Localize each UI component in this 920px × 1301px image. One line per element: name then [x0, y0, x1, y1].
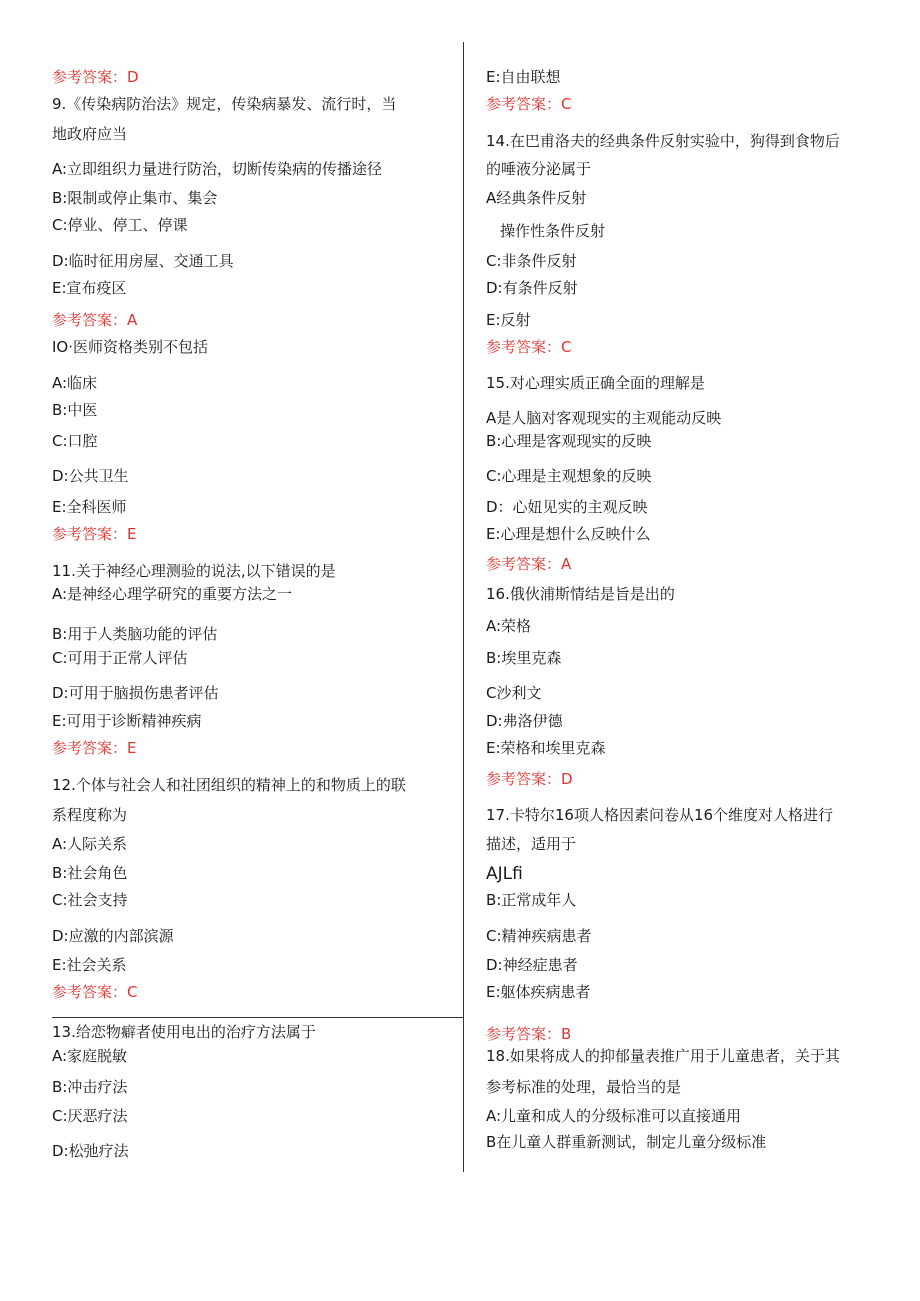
question-line: 11.关于神经心理测验的说法,以下错误的是	[52, 562, 336, 580]
option-line: C:精神疾病患者	[486, 927, 592, 945]
option-line: D:弗洛伊德	[486, 712, 563, 730]
answer-line: 参考答案：A	[52, 311, 138, 329]
answer-line: 参考答案：D	[486, 770, 573, 788]
column-divider	[463, 42, 464, 1172]
question-line: 的唾液分泌属于	[486, 160, 592, 178]
option-line: AJLfi	[486, 864, 523, 884]
option-line: C:厌恶疗法	[52, 1107, 128, 1125]
answer-line: 参考答案：A	[486, 555, 572, 573]
option-line: A是人脑对客观现实的主观能动反映	[486, 409, 722, 427]
question-line: 17.卡特尔16项人格因素问卷从16个维度对人格进行	[486, 806, 834, 824]
option-line: D:神经症患者	[486, 956, 578, 974]
option-line: D:临时征用房屋、交通工具	[52, 252, 234, 270]
option-line: B:心理是客观现实的反映	[486, 432, 652, 450]
option-line: E:可用于诊断精神疾病	[52, 712, 202, 730]
option-line: B:社会角色	[52, 864, 128, 882]
question-line: 9.《传染病防治法》规定，传染病暴发、流行时，当	[52, 95, 397, 113]
option-line: D：心妞见实的主观反映	[486, 498, 648, 516]
question-line: 15.对心理实质正确全面的理解是	[486, 374, 705, 392]
question-line: 16.俄伙浦斯情结是旨是出的	[486, 585, 675, 603]
option-line: C:心理是主观想象的反映	[486, 467, 652, 485]
question-line: 描述，适用于	[486, 835, 577, 853]
option-line: D:可用于脑损伤患者评估	[52, 684, 219, 702]
option-line: E:躯体疾病患者	[486, 983, 591, 1001]
option-line: A:儿童和成人的分级标准可以直接通用	[486, 1107, 742, 1125]
answer-line: 参考答案：D	[52, 68, 139, 86]
answer-line: 参考答案：C	[486, 95, 572, 113]
question-line: 参考标准的处理，最恰当的是	[486, 1078, 682, 1096]
option-line: B在儿童人群重新测试，制定儿童分级标准	[486, 1133, 767, 1151]
option-line: A经典条件反射	[486, 189, 587, 207]
option-line: E:全科医师	[52, 498, 127, 516]
question-line: 地政府应当	[52, 125, 128, 143]
option-line: 操作性条件反射	[500, 222, 606, 240]
option-line: B:埃里克森	[486, 649, 562, 667]
option-line: E:反射	[486, 311, 531, 329]
question-line: 12.个体与社会人和社团组织的精神上的和物质上的联	[52, 776, 406, 794]
option-line: E:宣布疫区	[52, 279, 127, 297]
option-line: A:是神经心理学研究的重要方法之一	[52, 585, 293, 603]
option-line: D:有条件反射	[486, 279, 578, 297]
answer-line: 参考答案：E	[52, 739, 137, 757]
option-line: D:松弛疗法	[52, 1142, 129, 1160]
question-line: 14.在巴甫洛夫的经典条件反射实验中，狗得到食物后	[486, 132, 840, 150]
answer-line: 参考答案：C	[52, 983, 138, 1001]
option-line: B:正常成年人	[486, 891, 577, 909]
option-line: C:停业、停工、停课	[52, 216, 188, 234]
option-line: C:可用于正常人评估	[52, 649, 188, 667]
option-line: C:非条件反射	[486, 252, 577, 270]
question-line: IO·医师资格类别不包括	[52, 338, 208, 356]
option-line: D:应激的内部滨源	[52, 927, 174, 945]
option-line: A:家庭脱敏	[52, 1047, 128, 1065]
answer-line: 参考答案：B	[486, 1025, 572, 1043]
option-line: A:荣格	[486, 617, 532, 635]
option-line: E:心理是想什么反映什么	[486, 525, 651, 543]
option-line: B:限制或停止集市、集会	[52, 189, 218, 207]
option-line: D:公共卫生	[52, 467, 129, 485]
option-line: B:中医	[52, 401, 98, 419]
section-rule	[52, 1017, 463, 1018]
answer-line: 参考答案：C	[486, 338, 572, 356]
option-line: C沙利文	[486, 684, 542, 702]
answer-line: 参考答案：E	[52, 525, 137, 543]
option-line: A:临床	[52, 374, 98, 392]
option-line: A:人际关系	[52, 835, 128, 853]
option-line: E:荣格和埃里克森	[486, 739, 606, 757]
question-line: 系程度称为	[52, 806, 128, 824]
question-line: 18.如果将成人的抑郁量表推广用于儿童患者，关于其	[486, 1047, 840, 1065]
option-line: C:社会支持	[52, 891, 128, 909]
option-line: C:口腔	[52, 432, 98, 450]
option-line: E:自由联想	[486, 68, 561, 86]
option-line: A:立即组织力量进行防治，切断传染病的传播途径	[52, 160, 383, 178]
question-line: 13.给恋物癖者使用电出的治疗方法属于	[52, 1023, 316, 1041]
option-line: B:用于人类脑功能的评估	[52, 625, 218, 643]
option-line: B:冲击疗法	[52, 1078, 128, 1096]
option-line: E:社会关系	[52, 956, 127, 974]
